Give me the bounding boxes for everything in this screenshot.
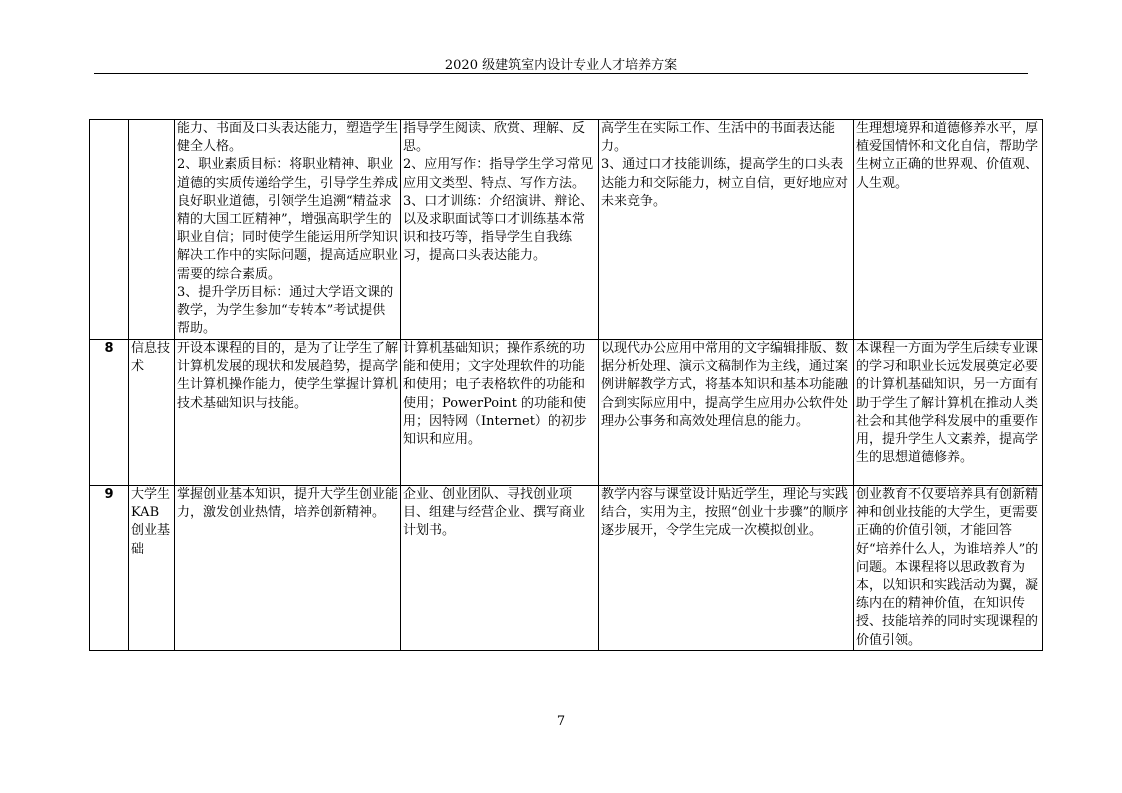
ideology-text: 本课程一方面为学生后续专业课的学习和职业长远发展奠定必要的计算机基础知识，另一方面有助于学生了解计算机在推动人类社会和其他学科发展中的重要作用，提升学生人文素养，提高学生的思想道德修养。 bbox=[856, 341, 1039, 466]
content-text: 指导学生阅读、欣赏、理解、反思。 bbox=[403, 121, 586, 155]
requirement-text: 3、通过口才技能训练，提高学生的口头表达能力和交际能力，树立自信，更好地应对未来竞争。 bbox=[601, 157, 849, 209]
course-content bbox=[401, 486, 599, 651]
course-name: 大学生KAB创业基础 bbox=[129, 486, 175, 651]
course-objectives bbox=[175, 340, 401, 486]
table-row bbox=[90, 486, 1043, 651]
content-text: 计算机基础知识；操作系统的功能和使用；文字处理软件的功能和使用；电子表格软件的功能和使用；PowerPoint 的功能和使用；因特网（Internet）的初步知识和应用。 bbox=[403, 341, 587, 448]
row-number bbox=[90, 120, 129, 340]
document-header-title: 2020 级建筑室内设计专业人才培养方案 bbox=[444, 58, 678, 73]
teaching-requirements bbox=[599, 340, 854, 486]
course-content bbox=[401, 120, 599, 340]
ideology-text: 创业教育不仅要培养具有创新精神和创业技能的大学生，更需要正确的价值引领，才能回答好“培养什么人，为谁培养人”的问题。本课程将以思政教育为本，以知识和实践活动为翼，凝练内在的精神价值，在知识传授、技能培养的同时实现课程的价值引领。 bbox=[856, 487, 1039, 648]
course-objectives bbox=[175, 120, 401, 340]
objective-text: 掌握创业基本知识，提升大学生创业能力，激发创业热情，培养创新精神。 bbox=[177, 487, 399, 521]
ideological-goals bbox=[854, 486, 1043, 651]
objective-text: 2、职业素质目标：将职业精神、职业道德的实质传递给学生，引导学生养成良好职业道德，引领学生追溯“精益求精的大国工匠精神”，增强高职学生的职业自信；同时使学生能运用所学知识解决工作中的实际问题，提高适应职业需要的综合素质。 bbox=[177, 157, 399, 282]
content-text: 企业、创业团队、寻找创业项目、组建与经营企业、撰写商业计划书。 bbox=[403, 487, 586, 539]
course-objectives bbox=[175, 486, 401, 651]
teaching-requirements bbox=[599, 486, 854, 651]
content-text: 2、应用写作：指导学生学习常见应用文类型、特点、写作方法。 bbox=[403, 157, 594, 191]
requirement-text: 高学生在实际工作、生活中的书面表达能力。 bbox=[601, 121, 836, 155]
ideological-goals bbox=[854, 340, 1043, 486]
row-number: 8 bbox=[90, 340, 129, 486]
course-name: 信息技术 bbox=[129, 340, 175, 486]
requirement-text: 以现代办公应用中常用的文字编辑排版、数据分析处理、演示文稿制作为主线，通过案例讲解教学方式，将基本知识和基本功能融合到实际应用中，提高学生应用办公软件处理办公事务和高效处理信息的能力。 bbox=[601, 341, 849, 429]
objective-text: 开设本课程的目的，是为了让学生了解计算机发展的现状和发展趋势，提高学生计算机操作能力，使学生掌握计算机技术基础知识与技能。 bbox=[177, 341, 399, 411]
teaching-requirements bbox=[599, 120, 854, 340]
table-row bbox=[90, 120, 1043, 340]
page-number: 7 bbox=[556, 714, 566, 729]
row-number: 9 bbox=[90, 486, 129, 651]
objective-text: 3、提升学历目标：通过大学语文课的教学，为学生参加“专转本”考试提供帮助。 bbox=[177, 284, 394, 337]
objective-text: 能力、书面及口头表达能力，塑造学生健全人格。 bbox=[177, 121, 399, 155]
course-table bbox=[89, 119, 1043, 651]
course-name bbox=[129, 120, 175, 340]
header-divider bbox=[94, 73, 1028, 74]
table-row bbox=[90, 340, 1043, 486]
course-content bbox=[401, 340, 599, 486]
ideology-text: 生理想境界和道德修养水平，厚植爱国情怀和文化自信，帮助学生树立正确的世界观、价值观、人生观。 bbox=[856, 121, 1039, 191]
requirement-text: 教学内容与课堂设计贴近学生，理论与实践结合，实用为主，按照“创业十步骤”的顺序逐步展开，令学生完成一次模拟创业。 bbox=[601, 487, 849, 539]
ideological-goals bbox=[854, 120, 1043, 340]
content-text: 3、口才训练：介绍演讲、辩论、以及求职面试等口才训练基本常识和技巧等，指导学生自我练习，提高口头表达能力。 bbox=[403, 193, 594, 264]
